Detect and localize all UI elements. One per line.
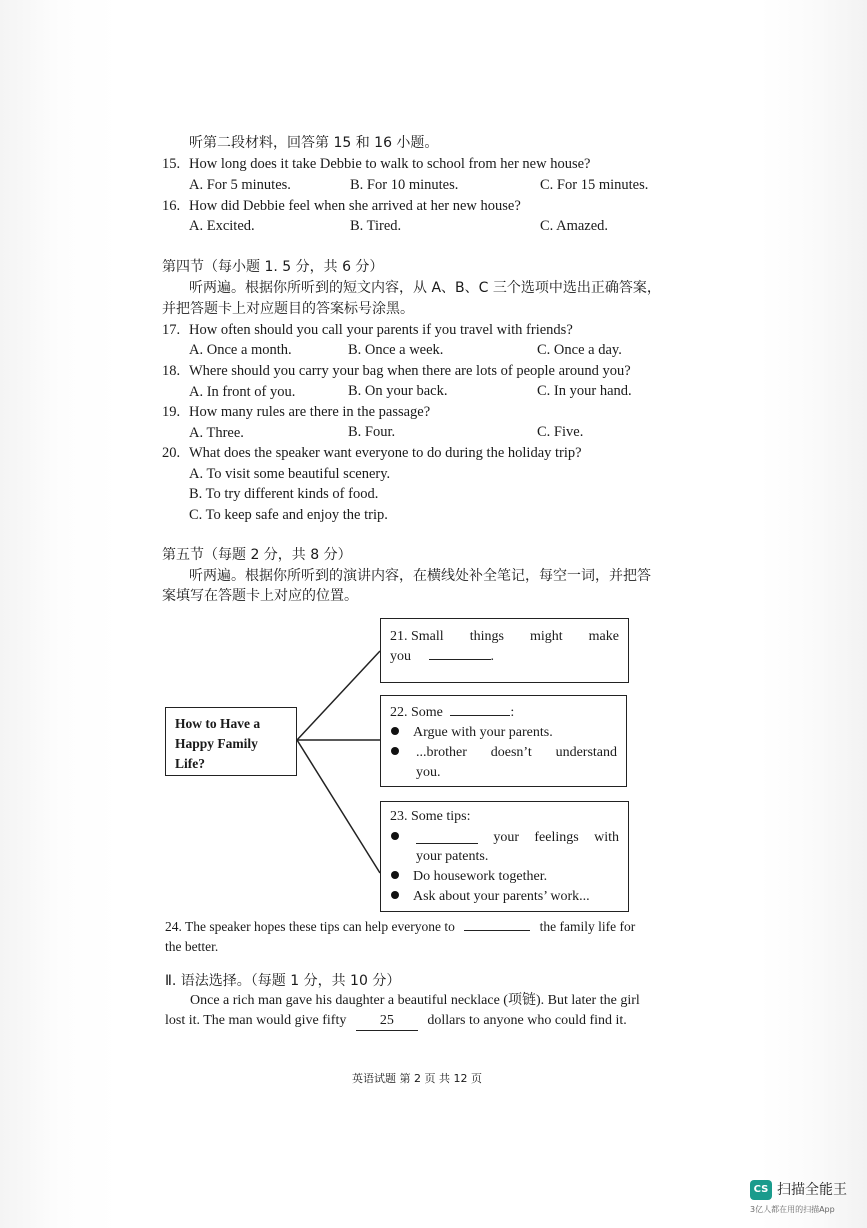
q24-line2: the better. bbox=[165, 939, 219, 954]
blank-25-number: 25 bbox=[379, 1013, 394, 1028]
box21-line2-text: you bbox=[390, 649, 411, 664]
q15-number: 15. bbox=[162, 156, 181, 172]
box23-bullet3-text: Ask about your parents’ work... bbox=[413, 889, 590, 904]
box21-line1 bbox=[390, 627, 619, 647]
box21-word1: 21. Small bbox=[390, 629, 444, 644]
q17-text: How often should you call your parents if you travel with friends? bbox=[189, 322, 573, 338]
q20-text: What does the speaker want everyone to do during the holiday trip? bbox=[189, 445, 582, 461]
q19-option-a: A. Three. bbox=[189, 425, 244, 441]
passage-line2-post: dollars to anyone who could find it. bbox=[427, 1013, 627, 1028]
answer-blank-24[interactable] bbox=[464, 930, 530, 931]
section4-instruction-1: 听两遍。根据你所听到的短文内容，从 A、B、C 三个选项中选出正确答案， bbox=[189, 280, 661, 296]
box22-bullet2-word2: doesn’t bbox=[490, 745, 532, 760]
q19-option-c: C. Five. bbox=[537, 424, 584, 440]
q16-option-b: B. Tired. bbox=[350, 218, 402, 234]
q24-pre: 24. The speaker hopes these tips can help everyone to bbox=[165, 919, 455, 934]
box23-bullet1 bbox=[391, 828, 619, 848]
q19-number: 19. bbox=[162, 404, 181, 420]
box21-word3: might bbox=[529, 629, 563, 644]
mindmap-root-line3: Life? bbox=[175, 756, 205, 771]
q16-option-a: A. Excited. bbox=[189, 218, 255, 234]
q19-text: How many rules are there in the passage? bbox=[189, 404, 431, 420]
box22-bullet2-word3: understand bbox=[555, 745, 617, 760]
box23-bullet1-word3: feelings bbox=[534, 830, 579, 845]
section5-title: 第五节（每题 2 分，共 8 分） bbox=[162, 547, 352, 563]
box21-line2: you . bbox=[390, 649, 494, 664]
bullet-icon bbox=[391, 871, 399, 879]
connector-to-box21 bbox=[297, 651, 380, 740]
box22-bullet1-text: Argue with your parents. bbox=[413, 725, 553, 740]
section4-instruction-2: 并把答题卡上对应题目的答案标号涂黑。 bbox=[162, 301, 414, 317]
bullet-icon bbox=[391, 747, 399, 755]
box22-head: 22. Some : bbox=[390, 705, 515, 720]
q15-text: How long does it take Debbie to walk to school from her new house? bbox=[189, 156, 591, 172]
box22-bullet2-words bbox=[416, 743, 617, 763]
q18-option-a: A. In front of you. bbox=[189, 384, 296, 400]
box22-head-text: 22. Some bbox=[390, 705, 443, 720]
answer-blank-23[interactable] bbox=[416, 828, 478, 844]
bullet-icon bbox=[391, 727, 399, 735]
q17-option-b: B. Once a week. bbox=[348, 342, 444, 358]
passage-line2-pre: lost it. The man would give fifty bbox=[165, 1013, 347, 1028]
page-footer: 英语试题 第 2 页 共 12 页 bbox=[352, 1072, 482, 1085]
box21-word4: make bbox=[588, 629, 619, 644]
section3-part2-intro: 听第二段材料，回答第 15 和 16 小题。 bbox=[189, 135, 439, 151]
q16-number: 16. bbox=[162, 198, 181, 214]
box23-head: 23. Some tips: bbox=[390, 809, 471, 824]
q24-post: the family life for bbox=[539, 919, 636, 934]
box23-bullet1-line2: your patents. bbox=[416, 849, 489, 864]
box23-bullet1-words bbox=[416, 828, 619, 848]
mindmap-root-line2: Happy Family bbox=[175, 736, 258, 751]
q20-number: 20. bbox=[162, 445, 181, 461]
q17-option-c: C. Once a day. bbox=[537, 342, 622, 358]
q15-option-c: C. For 15 minutes. bbox=[540, 177, 649, 193]
box23-bullet1-word2: your bbox=[493, 830, 520, 845]
q24-line1 bbox=[165, 918, 635, 936]
answer-blank-21[interactable] bbox=[429, 659, 491, 660]
box23-bullet2-text: Do housework together. bbox=[413, 869, 548, 884]
box22-bullet2 bbox=[391, 743, 617, 763]
box23-bullet1-word4: with bbox=[594, 830, 619, 845]
answer-blank-22[interactable] bbox=[450, 715, 510, 716]
q17-number: 17. bbox=[162, 322, 181, 338]
section2-title: Ⅱ. 语法选择。（每题 1 分，共 10 分） bbox=[165, 973, 401, 989]
q20-option-a: A. To visit some beautiful scenery. bbox=[189, 466, 391, 482]
q19-option-b: B. Four. bbox=[348, 424, 396, 440]
q15-option-a: A. For 5 minutes. bbox=[189, 177, 291, 193]
q18-option-c: C. In your hand. bbox=[537, 383, 632, 399]
section2-passage-line2 bbox=[165, 1012, 627, 1031]
box21-word2: things bbox=[469, 629, 504, 644]
answer-blank-25[interactable] bbox=[356, 1012, 418, 1031]
bullet-icon bbox=[391, 832, 399, 840]
section5-instruction-1: 听两遍。根据你所听到的演讲内容，在横线处补全笔记，每空一词，并把答 bbox=[189, 568, 651, 584]
section5-instruction-2: 案填写在答题卡上对应的位置。 bbox=[162, 588, 358, 604]
q20-option-b: B. To try different kinds of food. bbox=[189, 486, 379, 502]
q18-option-b: B. On your back. bbox=[348, 383, 448, 399]
q17-option-a: A. Once a month. bbox=[189, 342, 292, 358]
box23-bullet2 bbox=[391, 867, 547, 887]
bullet-icon bbox=[391, 891, 399, 899]
box22-bullet2-word1: ...brother bbox=[416, 745, 467, 760]
mindmap-root-line1: How to Have a bbox=[175, 716, 261, 731]
section2-passage-line1: Once a rich man gave his daughter a beautiful necklace (项链). But later the girl bbox=[190, 993, 640, 1008]
box22-bullet2-line2: you. bbox=[416, 765, 441, 780]
q15-option-b: B. For 10 minutes. bbox=[350, 177, 459, 193]
q18-number: 18. bbox=[162, 363, 181, 379]
camscanner-logo-icon: CS bbox=[750, 1180, 772, 1200]
q20-option-c: C. To keep safe and enjoy the trip. bbox=[189, 507, 388, 523]
box22-bullet1 bbox=[391, 723, 553, 743]
section4-title: 第四节（每小题 1. 5 分，共 6 分） bbox=[162, 259, 384, 275]
camscanner-tagline: 3亿人都在用的扫描App bbox=[750, 1205, 835, 1214]
q16-option-c: C. Amazed. bbox=[540, 218, 609, 234]
box23-bullet3 bbox=[391, 887, 590, 907]
connector-to-box23 bbox=[297, 740, 380, 873]
q16-text: How did Debbie feel when she arrived at her new house? bbox=[189, 198, 521, 214]
q18-text: Where should you carry your bag when there are lots of people around you? bbox=[189, 363, 631, 379]
camscanner-name: 扫描全能王 bbox=[777, 1182, 847, 1198]
